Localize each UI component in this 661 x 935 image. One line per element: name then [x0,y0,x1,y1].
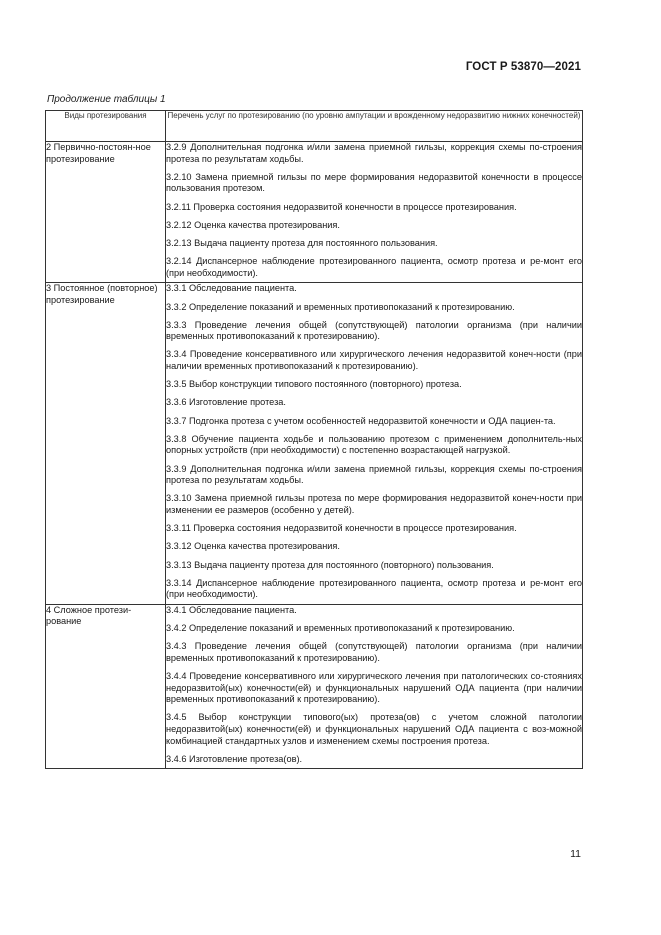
service-item: 3.3.5 Выбор конструкции типового постоянного (повторного) протеза. [166,379,462,390]
page-number: 11 [570,848,581,860]
prosthetics-kind-cell: 3 Постоянное (повторное) протезирование [46,283,166,605]
service-item: 3.3.9 Дополнительная подгонка и/или замена приемной гильзы, коррекция схемы по-строения протеза по результатам ходьбы. [166,463,582,486]
service-item: 3.3.4 Проведение консервативного или хирургического лечения недоразвитой конеч-ности (при наличии временных противопоказаний к протезированию). [166,349,582,372]
prosthetics-kind-cell: 4 Сложное протези-рование [46,604,166,769]
service-item: 3.2.14 Диспансерное наблюдение протезированного пациента, осмотр протеза и ре-монт его (при необходимости). [166,256,582,278]
service-item: 3.3.7 Подгонка протеза с учетом особенностей недоразвитой конечности и ОДА пациен-та. [166,415,556,426]
column-header-kind: Виды протезирования [46,111,166,142]
table-row [46,142,583,283]
service-item: 3.2.9 Дополнительная подгонка и/или замена приемной гильзы, коррекция схемы по-строения протеза по результатам ходьбы. [166,142,582,164]
service-item: 3.3.8 Обучение пациента ходьбе и пользованию протезом с применением дополнитель-ных опорных устройств (при необходимости) с постепенно возрастающей нагрузкой. [166,433,582,456]
prosthetics-kind-cell: 2 Первично-постоян-ное протезирование [46,142,166,283]
service-item: 3.4.5 Выбор конструкции типового(ых) протеза(ов) с учетом сложной патологии недоразвитой(ых) конечности(ей) и функциональных нарушений ОДА пациента с воз-можной комбинацией стандартных узлов и изменением схемы построения протеза. [166,712,582,746]
service-item: 3.3.2 Определение показаний и временных противопоказаний к протезированию. [166,301,515,312]
service-item: 3.4.3 Проведение лечения общей (сопутствующей) патологии организма (при наличии временных противопоказаний к протезированию). [166,641,582,663]
table-row [46,604,583,769]
table-row [46,283,583,605]
service-item: 3.3.14 Диспансерное наблюдение протезированного пациента, осмотр протеза и ре-монт его (при необходимости). [166,577,582,600]
table-caption: Продолжение таблицы 1 [47,94,166,105]
service-item: 3.4.4 Проведение консервативного или хирургического лечения при патологических со-стояниях недоразвитой(ых) конечности(ей) и функциональных нарушений ОДА пациента (при наличии временных противопоказаний к протезированию). [166,671,582,705]
service-item: 3.4.6 Изготовление протеза(ов). [166,753,303,764]
service-item: 3.4.1 Обследование пациента. [166,604,297,615]
service-item: 3.4.2 Определение показаний и временных противопоказаний к протезированию. [166,623,515,634]
service-item: 3.2.13 Выдача пациенту протеза для постоянного пользования. [166,237,438,248]
service-item: 3.3.3 Проведение лечения общей (сопутствующей) патологии организма (при наличии временных противопоказаний к протезированию). [166,319,582,342]
services-cell [166,283,583,605]
service-item: 3.2.12 Оценка качества протезирования. [166,219,340,230]
service-item: 3.2.10 Замена приемной гильзы по мере формирования недоразвитой конечности в процессе пользования протезом. [166,171,582,194]
column-header-services: Перечень услуг по протезированию (по уровню ампутации и врожденному недоразвитию нижних конечностей) [166,111,583,142]
service-item: 3.3.1 Обследование пациента. [166,283,297,294]
services-table [45,110,583,769]
services-cell [166,142,583,283]
table-header-row [46,111,583,142]
service-item: 3.2.11 Проверка состояния недоразвитой конечности в процессе протезирования. [166,201,517,212]
standard-designation: ГОСТ Р 53870—2021 [465,61,581,73]
service-item: 3.3.11 Проверка состояния недоразвитой конечности в процессе протезирования. [166,523,517,534]
service-item: 3.3.10 Замена приемной гильзы протеза по мере формирования недоразвитой конеч-ности при изменении ее размеров (особенно у детей). [166,493,582,515]
service-item: 3.3.13 Выдача пациенту протеза для постоянного (повторного) пользования. [166,559,494,570]
services-cell [166,604,583,769]
service-item: 3.3.12 Оценка качества протезирования. [166,541,340,552]
service-item: 3.3.6 Изготовление протеза. [166,397,286,408]
